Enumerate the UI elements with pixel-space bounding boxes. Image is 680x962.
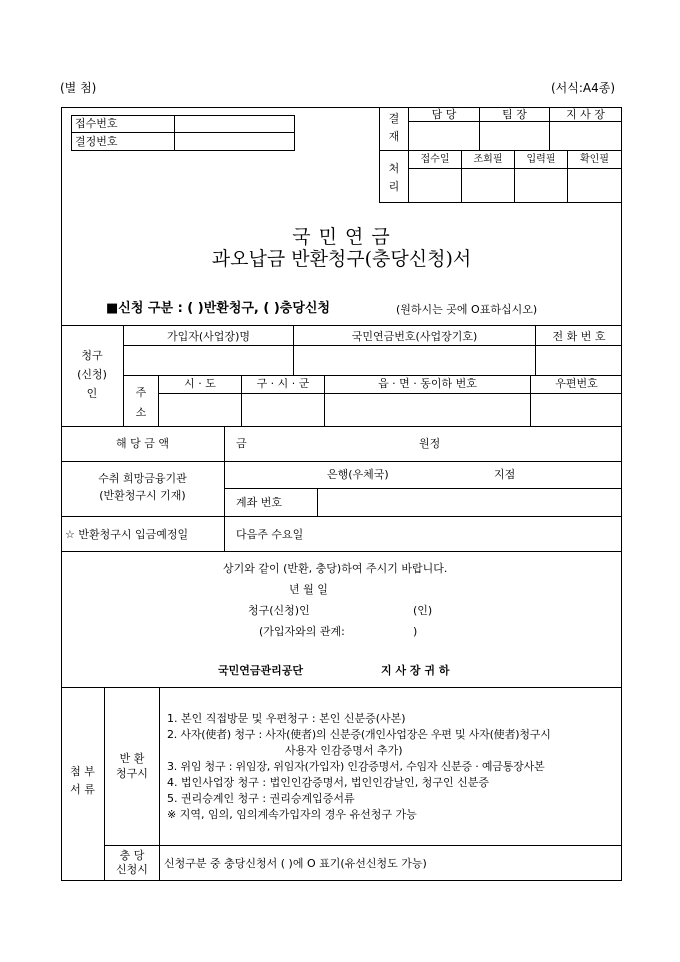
process-confirmed: 확인필 xyxy=(580,154,609,165)
addressee: 지 사 장 귀 하 xyxy=(381,664,450,677)
application-type-note: (원하시는 곳에 O표하십시오) xyxy=(396,303,538,316)
applicant-label-1: 청구 xyxy=(81,349,103,362)
attachment-note: (별 첨) xyxy=(60,81,97,95)
refund-label-1: 반 환 xyxy=(119,752,145,765)
receipt-no-label: 접수번호 xyxy=(75,117,118,130)
sign-branch-manager[interactable] xyxy=(550,122,621,150)
sign-staff[interactable] xyxy=(409,122,479,150)
town-field[interactable] xyxy=(325,394,530,426)
amount-label: 해 당 금 액 xyxy=(116,437,169,450)
process-checked: 조회필 xyxy=(473,154,503,165)
relation-field[interactable] xyxy=(355,621,410,639)
decision-no-field[interactable] xyxy=(176,133,293,150)
amount-field[interactable] xyxy=(252,430,412,456)
bank-name-field[interactable] xyxy=(226,464,326,486)
attachments-label-2: 서 류 xyxy=(70,783,95,796)
address-label-2: 소 xyxy=(135,406,147,419)
sign-team-leader[interactable] xyxy=(480,122,549,150)
refund-note: ※ 지역, 임의, 임의계속가입자의 경우 유선청구 가능 xyxy=(167,808,417,821)
page-title: 과오납금 반환청구(충당신청)서 xyxy=(211,248,472,270)
decision-no-label: 결정번호 xyxy=(75,135,118,148)
approval-label-1: 결 xyxy=(388,112,400,125)
province-field[interactable] xyxy=(159,394,241,426)
offset-label-1: 충 당 xyxy=(119,849,145,862)
city-field[interactable] xyxy=(242,394,324,426)
applicant-label-3: 인 xyxy=(86,387,98,400)
title-line-1: 국 민 연 금 xyxy=(292,226,391,248)
role-staff: 담 당 xyxy=(431,108,457,121)
postal-code-field[interactable] xyxy=(531,394,622,426)
refund-item-5: 5. 권리승계인 청구 : 권리승계입증서류 xyxy=(167,792,355,805)
address-label-1: 주 xyxy=(135,386,147,399)
applicant-label-2: (신청) xyxy=(77,368,107,381)
refund-item-3: 3. 위임 청구 : 위임장, 위임자(가입자) 인감증명서, 수임자 신분증 · 예금통장사본 xyxy=(167,760,545,773)
bank-label-2: (반환청구시 기재) xyxy=(99,489,186,502)
subscriber-name-field[interactable] xyxy=(124,346,293,375)
application-type: ■신청 구분 : ( )반환청구, ( )충당신청 xyxy=(106,301,331,316)
process-label-2: 리 xyxy=(388,180,400,193)
offset-label-2: 신청시 xyxy=(116,863,148,876)
refund-item-4: 4. 법인사업장 청구 : 법인인감증명서, 법인인감날인, 청구인 신분증 xyxy=(167,776,489,789)
phone-field[interactable] xyxy=(536,346,622,375)
role-branch-manager: 지 사 장 xyxy=(566,108,605,121)
refund-label-2: 청구시 xyxy=(116,767,148,780)
role-team-leader: 팀 장 xyxy=(502,108,527,121)
attachments-label-1: 첨 부 xyxy=(70,765,95,778)
province-header: 시 · 도 xyxy=(184,377,216,390)
pension-number-header: 국민연금번호(사업장기호) xyxy=(351,330,478,343)
process-entered: 입력필 xyxy=(526,154,556,165)
date-line: 년 월 일 xyxy=(289,583,328,596)
deposit-date-value: 다음주 수요일 xyxy=(236,528,304,541)
branch-field[interactable] xyxy=(400,464,492,486)
account-label: 계좌 번호 xyxy=(236,496,283,509)
town-header: 읍 · 면 · 동이하 번호 xyxy=(378,377,477,390)
relation-close: ) xyxy=(413,625,418,638)
form-type-note: (서식:A4종) xyxy=(551,81,616,95)
receipt-no-field[interactable] xyxy=(176,116,293,131)
refund-item-1: 1. 본인 직접방문 및 우편청구 : 본인 신분증(사본) xyxy=(167,712,406,725)
city-header: 구 · 시 · 군 xyxy=(256,377,310,390)
subscriber-name-header: 가입자(사업장)명 xyxy=(167,330,250,343)
relation-label: (가입자와의 관계: xyxy=(259,625,345,638)
seal-mark: (인) xyxy=(413,604,433,617)
postal-code-header: 우편번호 xyxy=(555,377,598,390)
pension-number-field[interactable] xyxy=(294,346,535,375)
process-received: 접수일 xyxy=(420,154,450,165)
applicant-sign-field[interactable] xyxy=(325,600,410,618)
bank-label-1: 수취 희망금융기관 xyxy=(98,472,187,485)
process-label-1: 처 xyxy=(388,162,400,175)
organization-name: 국민연금관리공단 xyxy=(218,664,304,677)
phone-header: 전 화 번 호 xyxy=(552,330,606,343)
offset-text: 신청구분 중 충당신청서 ( )에 O 표기(유선신청도 가능) xyxy=(164,857,427,870)
account-number-field[interactable] xyxy=(318,489,621,516)
applicant-sign-label: 청구(신청)인 xyxy=(248,604,310,617)
bank-suffix: 은행(우체국) xyxy=(327,468,389,481)
refund-item-2-cont: 사용자 인감증명서 추가) xyxy=(285,744,403,757)
branch-suffix: 지점 xyxy=(494,468,516,481)
refund-item-2: 2. 사자(使者) 청구 : 사자(使者)의 신분증(개인사업장은 우편 및 사자(使者)청구시 xyxy=(167,728,551,741)
amount-prefix: 금 xyxy=(236,437,247,450)
amount-suffix: 원정 xyxy=(419,437,441,450)
approval-label-2: 재 xyxy=(388,130,400,143)
deposit-date-label: ☆ 반환청구시 입금예정일 xyxy=(65,528,189,541)
declaration-text: 상기와 같이 (반환, 충당)하여 주시기 바랍니다. xyxy=(223,562,448,575)
